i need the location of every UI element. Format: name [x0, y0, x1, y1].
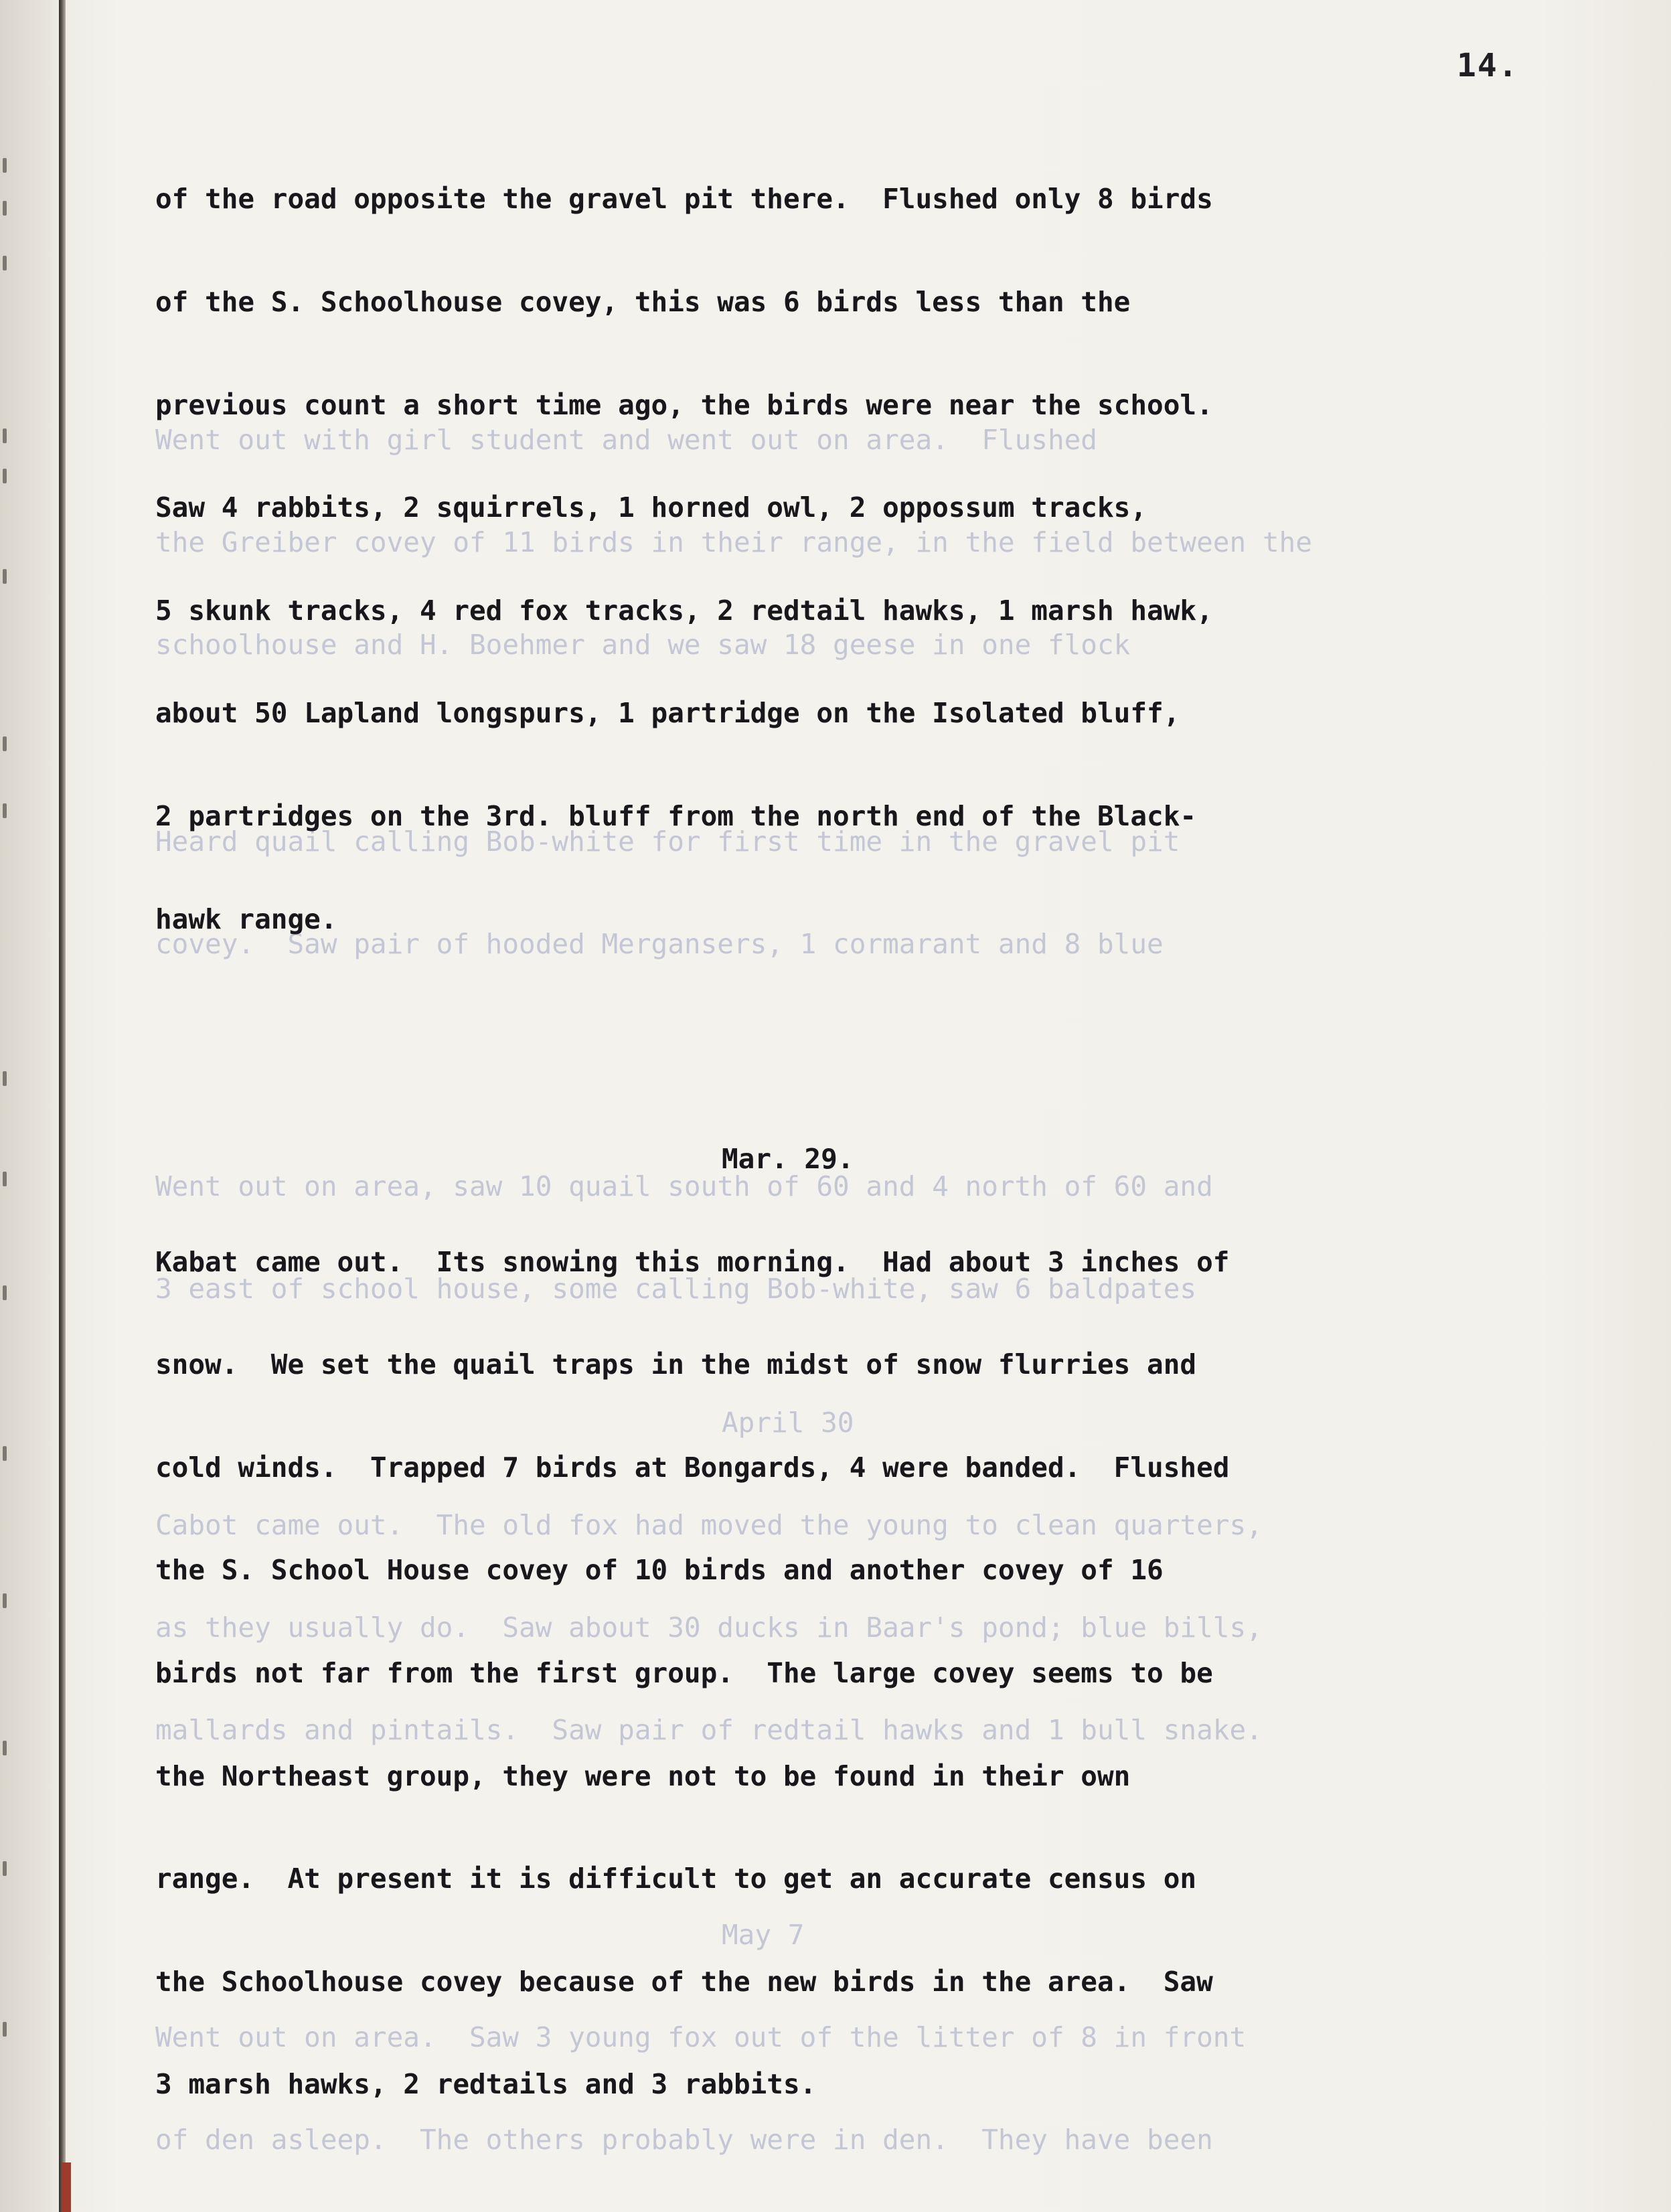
bleed-through-line: 3 east of school house, some calling Bob-white, saw 6 baldpates — [155, 1273, 1197, 1305]
bleed-through-line: Heard quail calling Bob-white for first time in the gravel pit — [155, 825, 1180, 858]
bleed-through-line: Went out on area, saw 10 quail south of 60 and 4 north of 60 and — [155, 1170, 1213, 1202]
journal-line: cold winds. Trapped 7 birds at Bongards, 4 were banded. Flushed — [155, 1451, 1230, 1484]
binding-hole — [3, 1593, 7, 1608]
binding-hole — [3, 1172, 7, 1186]
journal-line: previous count a short time ago, the birds were near the school. — [155, 388, 1213, 421]
binding-hole — [3, 1071, 7, 1086]
journal-line: 5 skunk tracks, 4 red fox tracks, 2 redtail hawks, 1 marsh hawk, — [155, 594, 1213, 627]
binding-hole — [3, 1741, 7, 1755]
bleed-through-line: Went out on area. Saw 3 young fox out of the litter of 8 in front — [155, 2021, 1247, 2053]
binding-red-corner — [62, 2162, 71, 2212]
bleed-through-line: Went out with girl student and went out on area. Flushed — [155, 424, 1097, 456]
bleed-through-date: May 7 — [722, 1919, 805, 1951]
bleed-through-line: schoolhouse and H. Boehmer and we saw 18 geese in one flock — [155, 629, 1131, 661]
journal-line: about 50 Lapland longspurs, 1 partridge on the Isolated bluff, — [155, 697, 1180, 730]
bleed-through-line: covey. Saw pair of hooded Mergansers, 1 cormarant and 8 blue — [155, 928, 1164, 960]
binding-hole — [3, 569, 7, 584]
binding-hole — [3, 201, 7, 216]
binding-hole — [3, 1861, 7, 1876]
binding-hole — [3, 256, 7, 270]
binding-hole — [3, 1446, 7, 1461]
binding-hole — [3, 1285, 7, 1300]
journal-line: Kabat came out. Its snowing this morning. Had about 3 inches of — [155, 1245, 1230, 1278]
binding-hole — [3, 428, 7, 443]
bleed-through-line: mallards and pintails. Saw pair of redtail hawks and 1 bull snake. — [155, 1714, 1263, 1746]
bleed-through-line: Cabot came out. The old fox had moved the young to clean quarters, — [155, 1509, 1263, 1541]
bleed-through-line: as they usually do. Saw about 30 ducks in Baar's pond; blue bills, — [155, 1611, 1263, 1644]
binding-strip — [0, 0, 62, 2212]
journal-line: Saw 4 rabbits, 2 squirrels, 1 horned owl, 2 oppossum tracks, — [155, 491, 1147, 524]
journal-line: of the road opposite the gravel pit there. Flushed only 8 birds — [155, 183, 1213, 216]
entry-date: Mar. 29. — [722, 1142, 854, 1175]
journal-line: range. At present it is difficult to get an accurate census on — [155, 1863, 1197, 1895]
bleed-through-date: April 30 — [722, 1407, 854, 1439]
binding-edge — [59, 0, 66, 2212]
binding-hole — [3, 736, 7, 751]
journal-line: the Northeast group, they were not to be found in their own — [155, 1759, 1131, 1792]
journal-line: 2 partridges on the 3rd. bluff from the north end of the Black- — [155, 799, 1197, 832]
bleed-through-line: of den asleep. The others probably were in den. They have been — [155, 2124, 1213, 2156]
page-number: 14. — [1457, 47, 1519, 84]
journal-line: of the S. Schoolhouse covey, this was 6 birds less than the — [155, 286, 1131, 318]
binding-hole — [3, 158, 7, 173]
binding-hole — [3, 469, 7, 483]
journal-line: birds not far from the first group. The large covey seems to be — [155, 1656, 1213, 1689]
journal-line: snow. We set the quail traps in the midst of snow flurries and — [155, 1348, 1197, 1381]
binding-hole — [3, 803, 7, 818]
journal-line: the S. School House covey of 10 birds and another covey of 16 — [155, 1554, 1164, 1587]
journal-line: 3 marsh hawks, 2 redtails and 3 rabbits. — [155, 2068, 817, 2101]
typed-journal-text — [155, 114, 1568, 2212]
bleed-through-line: the Greiber covey of 11 birds in their range, in the field between the — [155, 526, 1312, 558]
binding-hole — [3, 2022, 7, 2037]
journal-line: hawk range. — [155, 902, 337, 935]
journal-line: the Schoolhouse covey because of the new birds in the area. Saw — [155, 1965, 1213, 1998]
